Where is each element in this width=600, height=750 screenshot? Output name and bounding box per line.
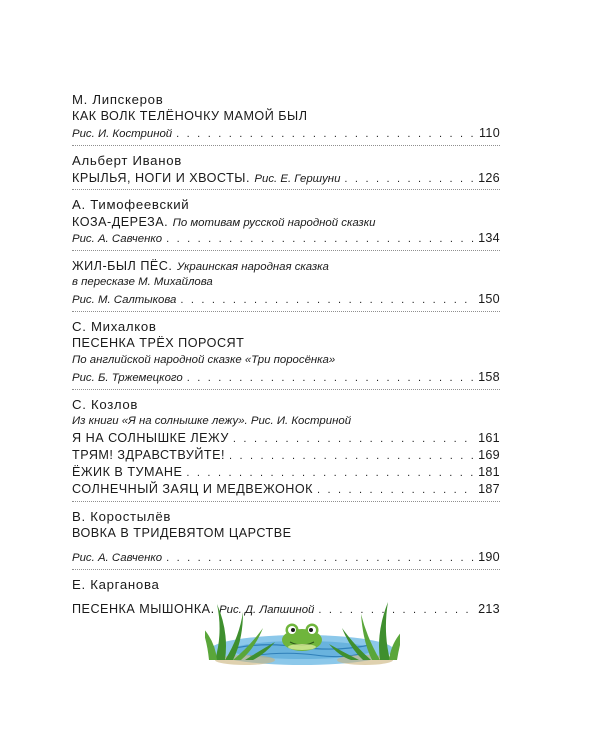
illustrator-credit: Рис. Е. Гершуни (254, 173, 341, 185)
toc-line (72, 430, 500, 447)
author-name: Е. Карганова (72, 577, 160, 592)
toc-line (72, 169, 500, 186)
dot-leader (176, 126, 475, 143)
toc-entry (72, 257, 500, 312)
dot-leader (186, 465, 474, 482)
toc-line (72, 447, 500, 464)
author-name: С. Михалков (72, 319, 157, 334)
dot-leader (344, 171, 474, 188)
table-of-contents (72, 91, 500, 626)
page-number: 110 (479, 126, 500, 140)
story-title: ВОВКА В ТРИДЕВЯТОМ ЦАРСТВЕ (72, 526, 292, 540)
dot-leader (166, 231, 474, 248)
toc-entry (72, 152, 500, 190)
page-number: 187 (478, 482, 500, 496)
toc-entry (72, 196, 500, 251)
illustrator-credit: Рис. М. Салтыкова (72, 294, 177, 306)
illustrator-credit: Рис. И. Костриной (72, 128, 173, 140)
story-subtitle: По английской народной сказке «Три поросёнка» (72, 354, 336, 366)
story-title: СОЛНЕЧНЫЙ ЗАЯЦ И МЕДВЕЖОНОК (72, 482, 313, 496)
page-number: 213 (478, 602, 500, 616)
toc-line (72, 549, 500, 566)
toc-line (72, 369, 500, 386)
story-title: ЁЖИК В ТУМАНЕ (72, 465, 183, 479)
frog-in-pond-icon (205, 598, 400, 668)
author-name: Альберт Иванов (72, 153, 182, 168)
page-number: 134 (478, 231, 500, 245)
toc-line (72, 464, 500, 481)
toc-line (72, 481, 500, 498)
page-number: 126 (478, 171, 500, 185)
author-name: С. Козлов (72, 397, 139, 412)
toc-line (72, 230, 500, 247)
dot-leader (166, 550, 474, 567)
story-title: ТРЯМ! ЗДРАВСТВУЙТЕ! (72, 448, 225, 462)
story-subtitle-continued: в пересказе М. Михайлова (72, 276, 213, 288)
dot-leader (187, 370, 474, 387)
author-name: М. Липскеров (72, 92, 164, 107)
story-title: КАК ВОЛК ТЕЛЁНОЧКУ МАМОЙ БЫЛ (72, 109, 308, 123)
story-title: Я НА СОЛНЫШКЕ ЛЕЖУ (72, 431, 229, 445)
page-number: 169 (478, 448, 500, 462)
illustrator-credit: Рис. Б. Тржемецкого (72, 372, 183, 384)
dot-leader (180, 292, 474, 309)
toc-entry (72, 91, 500, 146)
story-subtitle: По мотивам русской народной сказки (172, 217, 376, 229)
toc-line (72, 291, 500, 308)
illustrator-credit: Рис. А. Савченко (72, 233, 163, 245)
dot-leader (317, 482, 474, 499)
story-subtitle: Украинская народная сказка (176, 261, 329, 273)
toc-entry (72, 508, 500, 570)
dot-leader (229, 448, 474, 465)
page-number: 158 (478, 370, 500, 384)
dot-leader (233, 431, 474, 448)
toc-entry (72, 318, 500, 390)
page-number: 190 (478, 550, 500, 564)
story-title: КОЗА-ДЕРЕЗА. (72, 215, 169, 229)
illustrator-credit: Рис. Д. Лапшиной (219, 604, 315, 616)
story-title: ПЕСЕНКА ТРЁХ ПОРОСЯТ (72, 336, 245, 350)
frog-icon (282, 624, 322, 652)
page-number: 181 (478, 465, 500, 479)
story-title: ПЕСЕНКА МЫШОНКА. (72, 602, 215, 616)
toc-line (72, 125, 500, 142)
story-title: ЖИЛ-БЫЛ ПЁС. (72, 259, 173, 273)
illustrator-credit: Рис. А. Савченко (72, 552, 163, 564)
author-name: А. Тимофеевский (72, 197, 190, 212)
page-number: 150 (478, 292, 500, 306)
toc-entry (72, 396, 500, 502)
story-title: КРЫЛЬЯ, НОГИ И ХВОСТЫ. (72, 171, 250, 185)
author-name: В. Коростылёв (72, 509, 172, 524)
page-number: 161 (478, 431, 500, 445)
book-note: Из книги «Я на солнышке лежу». Рис. И. Костриной (72, 415, 352, 427)
